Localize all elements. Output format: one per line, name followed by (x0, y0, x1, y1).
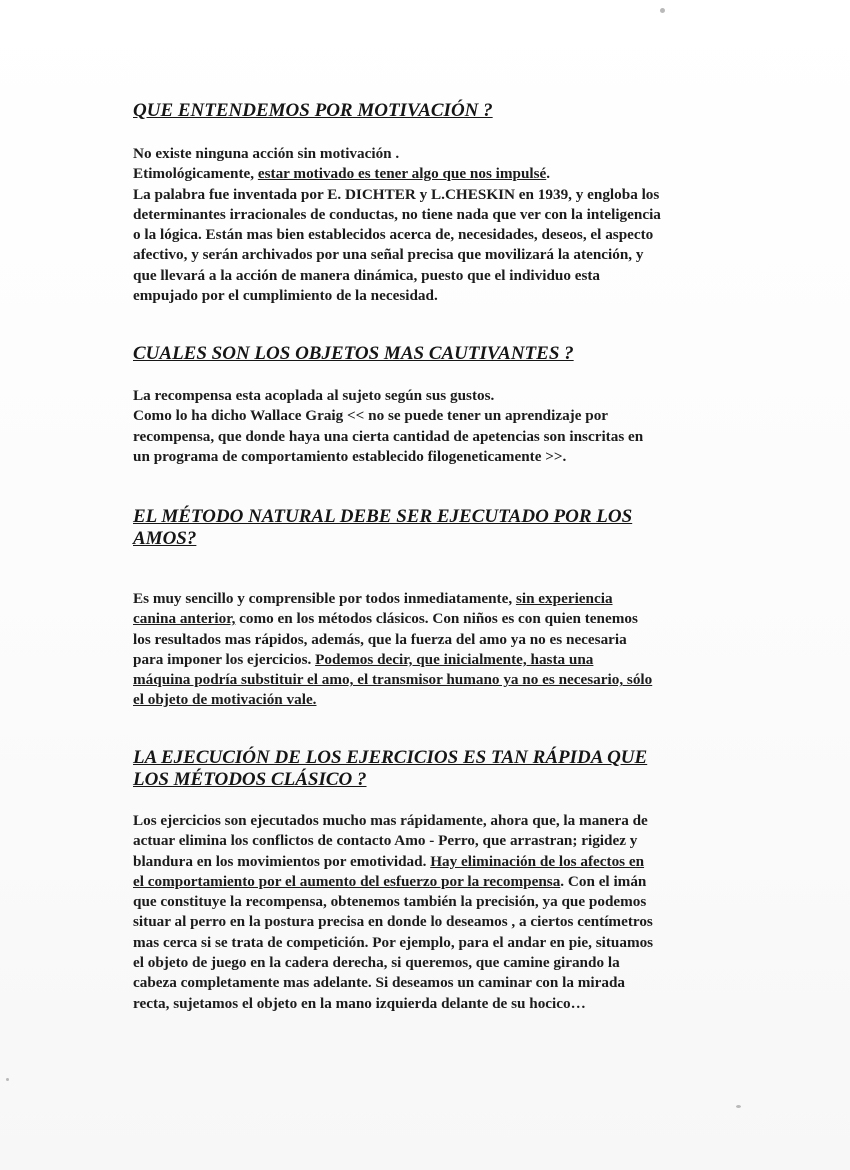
paragraph-line: mas cerca si se trata de competición. Por ejemplo, para el andar en pie, situamos (133, 933, 654, 951)
paragraph-line (133, 690, 733, 710)
paragraph-line: No existe ninguna acción sin motivación . (133, 145, 400, 162)
text-run: blandura en los movimientos por emotividad. (133, 852, 431, 870)
paragraph-line (133, 670, 733, 690)
paragraph-line: determinantes irracionales de conductas, no tiene nada que ver con la inteligencia (133, 205, 661, 223)
speck (736, 1105, 741, 1108)
paragraph-line: La palabra fue inventada por E. DICHTER y L.CHESKIN en 1939, y engloba los (133, 185, 660, 203)
paragraph-line (133, 609, 733, 629)
paragraph-line: recta, sujetamos el objeto en la mano izquierda delante de su hocico… (133, 994, 586, 1012)
speck (6, 1078, 9, 1081)
paragraph-line: Los ejercicios son ejecutados mucho mas rápidamente, ahora que, la manera de (133, 812, 648, 829)
paragraph-line: recompensa, que donde haya una cierta cantidad de apetencias son inscritas en (133, 427, 644, 445)
text-run: . Con el imán (560, 872, 647, 890)
underlined-text: el comportamiento por el aumento del esfuerzo por la recompensa (133, 872, 561, 890)
section-heading: QUE ENTENDEMOS POR MOTIVACIÓN ? (133, 100, 493, 121)
section-heading: EL MÉTODO NATURAL DEBE SER EJECUTADO POR LOS (133, 506, 633, 527)
text-run: Es muy sencillo y comprensible por todos inmediatamente, (133, 590, 516, 607)
underlined-text: canina anterior, (133, 610, 236, 628)
paragraph-line: afectivo, y serán archivados por una señal precisa que movilizará la atención, y (133, 246, 644, 264)
underlined-text: el objeto de motivación vale. (133, 691, 317, 709)
paragraph-line: que constituye la recompensa, obtenemos también la precisión, ya que podemos (133, 893, 647, 911)
paragraph-line: el objeto de juego en la cadera derecha, si queremos, que camine girando la (133, 954, 620, 972)
section-heading: CUALES SON LOS OBJETOS MAS CAUTIVANTES ? (133, 343, 574, 364)
underlined-text: Hay eliminación de los afectos en (430, 852, 645, 870)
paragraph-line: o la lógica. Están mas bien establecidos acerca de, necesidades, deseos, el aspecto (133, 226, 654, 244)
text-run: . (546, 165, 551, 183)
section-ejecucion (133, 747, 733, 791)
speck (660, 8, 665, 13)
section-motivacion-body (133, 144, 733, 306)
underlined-text: máquina podría substituir el amo, el transmisor humano ya no es necesario, sólo (133, 671, 653, 689)
paragraph-line (133, 872, 733, 892)
text-run: para imponer los ejercicios. (133, 650, 316, 668)
paragraph-line: los resultados mas rápidos, además, que la fuerza del amo ya no es necesaria (133, 630, 627, 648)
paragraph-line (133, 589, 733, 609)
paragraph-line: La recompensa esta acoplada al sujeto según sus gustos. (133, 387, 495, 404)
paragraph-line: un programa de comportamiento establecido filogeneticamente >>. (133, 447, 567, 465)
paragraph-line: situar al perro en la postura precisa en donde lo deseamos , a ciertos centímetros (133, 913, 653, 931)
underlined-text: Podemos decir, que inicialmente, hasta una (315, 650, 594, 668)
underlined-text: estar motivado es tener algo que nos impulsé (257, 165, 547, 183)
paragraph-line: Como lo ha dicho Wallace Graig << no se puede tener un aprendizaje por (133, 407, 609, 425)
text-run: como en los métodos clásicos. Con niños es con quien tenemos (235, 610, 638, 628)
paragraph-line (133, 164, 733, 184)
text-run: Etimológicamente, (133, 165, 258, 183)
section-heading: LA EJECUCIÓN DE LOS EJERCICIOS ES TAN RÁPIDA QUE (133, 747, 648, 768)
section-heading: LOS MÉTODOS CLÁSICO ? (133, 769, 367, 790)
paragraph-line (133, 650, 733, 670)
section-motivacion (133, 100, 733, 122)
section-objetos (133, 343, 733, 365)
paragraph-line: actuar elimina los conflictos de contacto Amo - Perro, que arrastran; rigidez y (133, 832, 638, 850)
section-objetos-body (133, 386, 733, 467)
section-metodo-natural (133, 506, 733, 550)
paragraph-line: cabeza completamente mas adelante. Si deseamos un caminar con la mirada (133, 974, 625, 992)
section-heading: AMOS? (133, 528, 197, 549)
section-metodo-natural-body (133, 589, 733, 711)
section-ejecucion-body (133, 811, 733, 1014)
paragraph-line (133, 852, 733, 872)
underlined-text: sin experiencia (515, 590, 613, 607)
paragraph-line: que llevará a la acción de manera dinámica, puesto que el individuo esta (133, 266, 601, 284)
paragraph-line: empujado por el cumplimiento de la necesidad. (133, 287, 438, 305)
